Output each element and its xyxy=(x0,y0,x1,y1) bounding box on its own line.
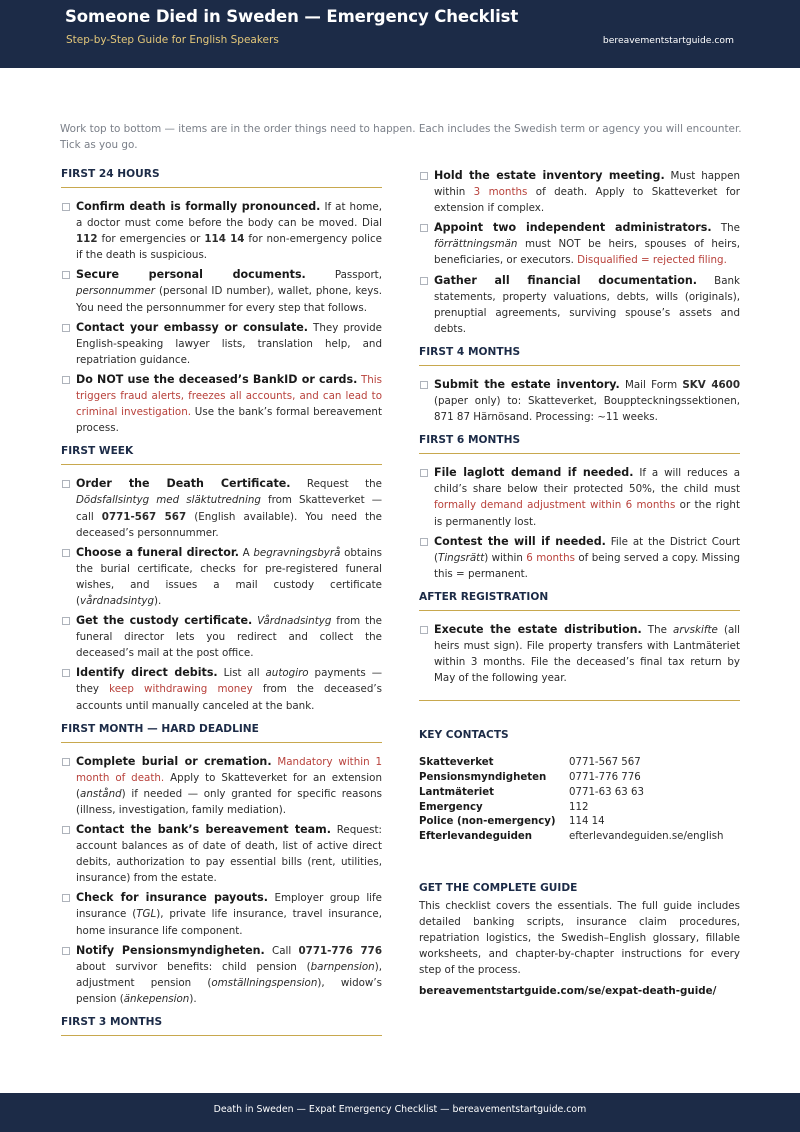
checklist-item-burial xyxy=(61,754,382,818)
contacts-heading: KEY CONTACTS xyxy=(419,729,509,742)
checkbox[interactable] xyxy=(62,376,70,384)
item-text: or the right is permanently lost. xyxy=(434,499,740,528)
item-text: Request the xyxy=(290,478,383,491)
phone-number: 112 xyxy=(76,233,98,246)
item-text: Employer group life insurance ( xyxy=(76,892,382,921)
checkbox[interactable] xyxy=(420,224,428,232)
contact-value[interactable]: efterlevandeguiden.se/english xyxy=(569,831,724,843)
checklist-item-inventory-meeting xyxy=(419,168,740,216)
section-first-6-months xyxy=(419,434,740,582)
checkbox[interactable] xyxy=(62,826,70,834)
checkbox[interactable] xyxy=(62,617,70,625)
item-lead: Appoint two independent administrators. xyxy=(434,221,712,235)
warning-text: 6 months xyxy=(526,551,575,564)
checkbox[interactable] xyxy=(62,758,70,766)
item-text: Use the bank’s formal bereavement process. xyxy=(76,406,382,435)
section-heading: FIRST MONTH — HARD DEADLINE xyxy=(61,723,382,743)
contact-name: Skatteverket xyxy=(419,757,494,769)
checkbox[interactable] xyxy=(62,669,70,677)
item-text: from the funeral director lets you redirect and collect the deceased’s mail at the post office. xyxy=(76,615,382,660)
item-text: from Skatteverket — call xyxy=(76,494,382,523)
item-text: ), adjustment pension ( xyxy=(76,960,382,989)
checklist-item-distribution xyxy=(419,622,740,686)
intro-text: Work top to bottom — items are in the order things need to happen. Each includes the Swedish term or agency you will encounter. Tick as you go. xyxy=(60,123,742,151)
item-text: (paper only) to: Skatteverket, Bouppteckningssektionen, 871 87 Härnösand. Processing: ∼11 weeks. xyxy=(434,395,740,424)
checkbox[interactable] xyxy=(62,271,70,279)
item-text: The xyxy=(711,222,740,235)
item-lead: File laglott demand if needed. xyxy=(434,466,634,480)
contact-row xyxy=(419,801,740,816)
phone-number: 114 14 xyxy=(204,233,245,246)
contact-name: Police (non-emergency) xyxy=(419,816,556,828)
phone-number: 0771-567 567 xyxy=(101,510,187,523)
right-column xyxy=(419,168,740,997)
guide-text: This checklist covers the essentials. The full guide includes detailed banking scripts, insurance claim procedures, repatriation logistics, the Swedish–English glossary, fillable worksheets, and chapter-by-chapter instructions for every step of the process. xyxy=(419,900,740,977)
swedish-term: TGL xyxy=(136,908,157,921)
swedish-term: vårdnadsintyg xyxy=(80,594,154,607)
item-text: If a will reduces a child’s share below their protected 50%, the child must xyxy=(434,467,741,496)
item-text: Call xyxy=(264,944,299,957)
item-text: (English available). You need the deceased’s personnummer. xyxy=(76,510,382,539)
item-lead: Execute the estate distribution. xyxy=(434,622,642,636)
swedish-term: förrättningsmän xyxy=(434,238,518,251)
checkbox[interactable] xyxy=(62,480,70,488)
contact-value: 0771-63 63 63 xyxy=(569,786,644,798)
contact-row xyxy=(419,830,740,845)
item-text: from the deceased’s accounts until manually canceled at the bank. xyxy=(76,683,383,712)
item-lead: Submit the estate inventory. xyxy=(434,377,620,391)
contact-name: Efterlevandeguiden xyxy=(419,831,533,843)
swedish-term: barnpension xyxy=(310,960,375,973)
item-text: File at the District Court ( xyxy=(434,535,741,564)
swedish-term: anstånd xyxy=(80,787,122,800)
contacts-table xyxy=(419,756,740,845)
checklist-item-submit-inventory xyxy=(419,377,740,425)
swedish-term: begravningsbyrå xyxy=(253,546,341,559)
checkbox[interactable] xyxy=(62,549,70,557)
item-text: (personal ID number), wallet, phone, keys. You need the personnummer for every step that follows. xyxy=(76,285,382,314)
item-lead: Identify direct debits. xyxy=(76,666,218,680)
swedish-term: Vårdnadsintyg xyxy=(257,615,332,628)
warning-text: This triggers fraud alerts, freezes all accounts, and can lead to criminal investigation. xyxy=(76,373,382,419)
checkbox[interactable] xyxy=(62,203,70,211)
checklist-item-secure-documents xyxy=(61,267,382,315)
item-text: Must happen within xyxy=(434,170,740,199)
contact-row xyxy=(419,786,740,801)
left-column xyxy=(61,168,382,1047)
item-text: of being served a copy. Missing this = permanent. xyxy=(434,551,741,580)
checkbox[interactable] xyxy=(62,894,70,902)
form-number: SKV 4600 xyxy=(682,378,740,391)
section-first-week xyxy=(61,445,382,713)
checklist-item-financial-docs xyxy=(419,273,740,337)
swedish-term: omställningspension xyxy=(211,976,318,989)
item-text: Passport, xyxy=(305,269,382,282)
checklist-item-laglott xyxy=(419,465,740,529)
item-text: A xyxy=(238,546,254,559)
swedish-term: änkepension xyxy=(123,992,190,1005)
item-text: ). xyxy=(189,992,197,1005)
checkbox[interactable] xyxy=(420,626,428,634)
checklist-item-funeral-director xyxy=(61,545,382,609)
guide-heading: GET THE COMPLETE GUIDE xyxy=(419,882,578,895)
item-text: of death. Apply to Skatteverket for extension if complex. xyxy=(434,186,740,215)
warning-text: 3 months xyxy=(473,186,528,199)
checklist-item-administrators xyxy=(419,220,740,268)
contact-row xyxy=(419,756,740,771)
swedish-term: autogiro xyxy=(265,667,309,680)
warning-text: Disqualified = rejected filing. xyxy=(577,254,727,267)
item-lead: Get the custody certificate. xyxy=(76,614,253,628)
item-text: If at home, a doctor must come before the body can be moved. Dial xyxy=(76,201,383,230)
swedish-term: personnummer xyxy=(76,285,155,298)
checklist-item-bank-team xyxy=(61,822,382,886)
section-after-registration xyxy=(419,591,740,686)
contact-value: 0771-776 776 xyxy=(569,772,641,784)
section-first-3-months-items xyxy=(419,168,740,337)
checklist-item-insurance xyxy=(61,890,382,938)
contact-name: Lantmäteriet xyxy=(419,786,495,798)
page-header xyxy=(0,0,800,68)
page-subtitle: Step-by-Step Guide for English Speakers xyxy=(66,34,279,46)
warning-text: Mandatory within 1 month of death. xyxy=(76,755,382,784)
guide-link[interactable]: bereavementstartguide.com/se/expat-death-guide/ xyxy=(419,984,717,997)
item-lead: Secure personal documents. xyxy=(76,268,306,282)
item-lead: Hold the estate inventory meeting. xyxy=(434,169,665,182)
checkbox[interactable] xyxy=(420,277,428,285)
section-heading: FIRST 3 MONTHS xyxy=(61,1016,382,1036)
item-text: List all xyxy=(217,667,266,680)
item-text: ), widow’s pension ( xyxy=(76,976,382,1005)
checkbox[interactable] xyxy=(62,947,70,955)
item-text: ) within xyxy=(484,551,527,564)
checklist-item-death-certificate xyxy=(61,476,382,540)
contact-row xyxy=(419,815,740,830)
contact-name: Pensionsmyndigheten xyxy=(419,772,547,784)
contact-value: 112 xyxy=(569,801,589,813)
checklist-item-confirm-death xyxy=(61,199,382,263)
item-lead: Order the Death Certificate. xyxy=(76,477,291,491)
item-text: about survivor benefits: child pension ( xyxy=(76,960,311,973)
item-text: ). xyxy=(154,594,162,607)
contact-value: 114 14 xyxy=(569,816,605,828)
item-lead: Contact the bank’s bereavement team. xyxy=(76,823,331,836)
checklist-item-bankid-warning xyxy=(61,372,382,436)
section-heading: FIRST 4 MONTHS xyxy=(419,346,740,366)
checkbox[interactable] xyxy=(62,324,70,332)
page-footer: Death in Sweden — Expat Emergency Checklist — bereavementstartguide.com xyxy=(0,1093,800,1132)
item-text: for emergencies or xyxy=(97,233,205,246)
checklist-item-custody-certificate xyxy=(61,613,382,661)
section-heading: AFTER REGISTRATION xyxy=(419,591,740,611)
page-title: Someone Died in Sweden — Emergency Checklist xyxy=(65,7,519,26)
item-lead: Complete burial or cremation. xyxy=(76,754,272,768)
phone-number: 0771-776 776 xyxy=(298,944,382,957)
swedish-term: Tingsrätt xyxy=(438,551,485,564)
item-lead: Confirm death is formally pronounced. xyxy=(76,200,321,213)
section-heading: FIRST 6 MONTHS xyxy=(419,434,740,454)
contact-name: Emergency xyxy=(419,801,483,813)
item-text: Bank statements, property valuations, debts, wills (originals), prenuptial agreements, surviving spouse’s assets and debts. xyxy=(434,274,740,335)
item-lead: Do NOT use the deceased’s BankID or cards. xyxy=(76,372,358,386)
item-text: for non-emergency police if the death is suspicious. xyxy=(76,233,382,262)
contact-value: 0771-567 567 xyxy=(569,757,641,769)
checklist-item-direct-debits xyxy=(61,665,382,713)
contact-row xyxy=(419,771,740,786)
item-lead: Notify Pensionsmyndigheten. xyxy=(76,943,265,957)
item-text: ), private life insurance, travel insurance, home insurance life component. xyxy=(76,908,382,937)
item-text: Apply to Skatteverket for an extension ( xyxy=(76,771,382,800)
section-first-24-hours xyxy=(61,168,382,436)
item-lead: Contact your embassy or consulate. xyxy=(76,320,309,334)
item-text: They provide English-speaking lawyer lists, translation help, and repatriation guidance. xyxy=(76,321,382,366)
item-lead: Gather all financial documentation. xyxy=(434,273,697,287)
section-first-4-months xyxy=(419,346,740,425)
item-text: Request: account balances as of date of death, list of active direct debits, authorization to pay essential bills (rent, utilities, insurance) from the estate. xyxy=(76,824,382,885)
item-text: Mail Form xyxy=(619,378,683,391)
checklist-item-contest-will xyxy=(419,534,740,582)
header-site-link[interactable]: bereavementstartguide.com xyxy=(602,35,734,46)
checklist-item-pension xyxy=(61,943,382,1007)
section-heading: FIRST WEEK xyxy=(61,445,382,465)
item-text: obtains the burial certificate, checks for pre-registered funeral wishes, and issues a mail custody certificate ( xyxy=(76,546,383,607)
checklist-item-embassy xyxy=(61,320,382,368)
section-first-month xyxy=(61,723,382,1007)
warning-text: keep withdrawing money xyxy=(109,683,253,696)
item-text: payments — they xyxy=(76,667,383,696)
checkbox[interactable] xyxy=(420,172,428,180)
checkbox[interactable] xyxy=(420,469,428,477)
item-lead: Contest the will if needed. xyxy=(434,534,606,548)
warning-text: formally demand adjustment within 6 months xyxy=(434,499,676,512)
item-text: The xyxy=(641,623,674,636)
section-heading: FIRST 24 HOURS xyxy=(61,168,382,188)
swedish-term: Dödsfallsintyg med släktutredning xyxy=(76,494,261,507)
section-first-3-months xyxy=(61,1016,382,1036)
item-text: ) if needed — only granted for specific reasons (illness, investigation, family mediation). xyxy=(76,787,382,816)
checkbox[interactable] xyxy=(420,381,428,389)
swedish-term: arvskifte xyxy=(673,623,718,636)
divider xyxy=(419,700,740,701)
item-text: must NOT be heirs, spouses of heirs, beneficiaries, or executors. xyxy=(434,238,740,267)
item-lead: Choose a funeral director. xyxy=(76,545,239,559)
checkbox[interactable] xyxy=(420,538,428,546)
item-text: (all heirs must sign). File property transfers with Lantmäteriet within 3 months. File the deceased’s final tax return by May of the following year. xyxy=(434,623,741,685)
item-lead: Check for insurance payouts. xyxy=(76,891,268,905)
